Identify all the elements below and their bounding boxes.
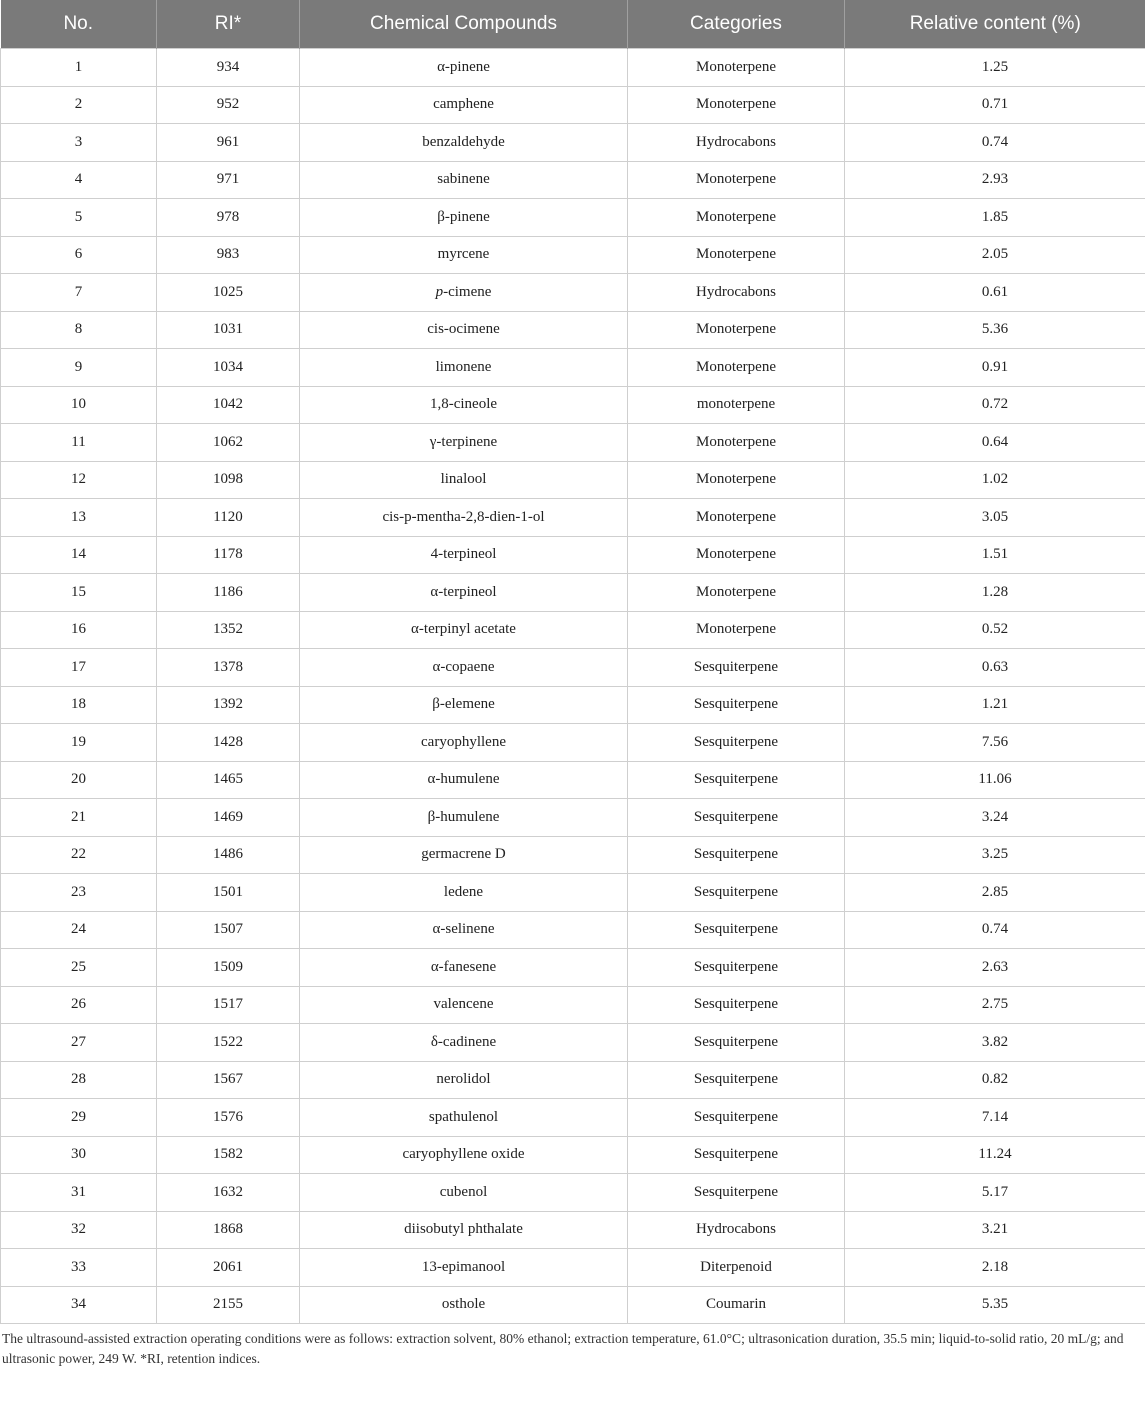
table-row: [1, 1061, 1145, 1099]
cell-category: Monoterpene: [628, 349, 845, 387]
cell-ri: 1501: [157, 874, 300, 912]
cell-no: 15: [1, 574, 157, 612]
cell-compound: linalool: [300, 461, 628, 499]
cell-category: Monoterpene: [628, 461, 845, 499]
cell-no: 1: [1, 49, 157, 87]
table-row: [1, 124, 1145, 162]
table-row: [1, 949, 1145, 987]
cell-no: 33: [1, 1249, 157, 1287]
cell-no: 26: [1, 986, 157, 1024]
cell-category: Monoterpene: [628, 611, 845, 649]
cell-compound: α-terpineol: [300, 574, 628, 612]
cell-content: 2.05: [845, 236, 1145, 274]
table-row: [1, 649, 1145, 687]
cell-ri: 971: [157, 161, 300, 199]
cell-compound: myrcene: [300, 236, 628, 274]
cell-no: 28: [1, 1061, 157, 1099]
cell-compound: 13-epimanool: [300, 1249, 628, 1287]
cell-content: 1.25: [845, 49, 1145, 87]
table-row: [1, 236, 1145, 274]
cell-category: Hydrocabons: [628, 274, 845, 312]
cell-ri: 1868: [157, 1211, 300, 1249]
cell-category: Sesquiterpene: [628, 1024, 845, 1062]
table-row: [1, 574, 1145, 612]
header-ri: RI*: [157, 0, 300, 49]
table-row: [1, 536, 1145, 574]
cell-content: 1.28: [845, 574, 1145, 612]
cell-content: 0.72: [845, 386, 1145, 424]
cell-compound: γ-terpinene: [300, 424, 628, 462]
cell-content: 0.91: [845, 349, 1145, 387]
cell-content: 7.56: [845, 724, 1145, 762]
cell-category: Monoterpene: [628, 49, 845, 87]
cell-category: Monoterpene: [628, 86, 845, 124]
table-row: [1, 911, 1145, 949]
cell-compound: valencene: [300, 986, 628, 1024]
cell-no: 5: [1, 199, 157, 237]
cell-category: Hydrocabons: [628, 124, 845, 162]
cell-no: 12: [1, 461, 157, 499]
cell-content: 3.21: [845, 1211, 1145, 1249]
cell-no: 29: [1, 1099, 157, 1137]
cell-content: 11.24: [845, 1136, 1145, 1174]
table-row: [1, 311, 1145, 349]
cell-content: 5.35: [845, 1286, 1145, 1324]
cell-ri: 983: [157, 236, 300, 274]
cell-content: 3.25: [845, 836, 1145, 874]
cell-category: Monoterpene: [628, 236, 845, 274]
table-row: [1, 161, 1145, 199]
cell-category: Monoterpene: [628, 424, 845, 462]
cell-category: Monoterpene: [628, 311, 845, 349]
cell-category: Sesquiterpene: [628, 874, 845, 912]
cell-no: 23: [1, 874, 157, 912]
cell-content: 2.85: [845, 874, 1145, 912]
cell-category: Monoterpene: [628, 536, 845, 574]
table-row: [1, 86, 1145, 124]
cell-compound: diisobutyl phthalate: [300, 1211, 628, 1249]
cell-content: 2.93: [845, 161, 1145, 199]
header-no: No.: [1, 0, 157, 49]
cell-content: 2.18: [845, 1249, 1145, 1287]
cell-ri: 1378: [157, 649, 300, 687]
table-row: [1, 1024, 1145, 1062]
cell-content: 1.51: [845, 536, 1145, 574]
cell-content: 0.61: [845, 274, 1145, 312]
cell-no: 4: [1, 161, 157, 199]
cell-ri: 1469: [157, 799, 300, 837]
table-row: [1, 199, 1145, 237]
cell-ri: 1186: [157, 574, 300, 612]
table-row: [1, 349, 1145, 387]
cell-category: Sesquiterpene: [628, 686, 845, 724]
cell-compound: camphene: [300, 86, 628, 124]
header-row: [1, 0, 1145, 49]
cell-category: Sesquiterpene: [628, 761, 845, 799]
cell-content: 1.02: [845, 461, 1145, 499]
cell-category: Sesquiterpene: [628, 911, 845, 949]
cell-category: Sesquiterpene: [628, 836, 845, 874]
cell-category: Sesquiterpene: [628, 799, 845, 837]
cell-ri: 1428: [157, 724, 300, 762]
cell-compound: cis-ocimene: [300, 311, 628, 349]
cell-ri: 1062: [157, 424, 300, 462]
cell-ri: 2061: [157, 1249, 300, 1287]
table-row: [1, 1174, 1145, 1212]
cell-no: 16: [1, 611, 157, 649]
cell-category: Sesquiterpene: [628, 986, 845, 1024]
cell-category: Hydrocabons: [628, 1211, 845, 1249]
cell-ri: 1517: [157, 986, 300, 1024]
cell-category: monoterpene: [628, 386, 845, 424]
table-row: [1, 274, 1145, 312]
table-row: [1, 686, 1145, 724]
cell-no: 18: [1, 686, 157, 724]
cell-ri: 1120: [157, 499, 300, 537]
cell-content: 0.63: [845, 649, 1145, 687]
cell-content: 0.52: [845, 611, 1145, 649]
cell-content: 5.17: [845, 1174, 1145, 1212]
cell-compound: benzaldehyde: [300, 124, 628, 162]
table-row: [1, 499, 1145, 537]
header-content: Relative content (%): [845, 0, 1145, 49]
cell-no: 14: [1, 536, 157, 574]
cell-content: 11.06: [845, 761, 1145, 799]
table-footnote: The ultrasound-assisted extraction operating conditions were as follows: extraction solvent, 80% ethanol; extraction temperature, 61.0°C; ultrasonication duration, 35.5 min; liquid-to-solid ratio, 20 mL/g; and ultrasonic power, 249 W. *RI, retention indices.: [2, 1331, 1124, 1366]
cell-no: 7: [1, 274, 157, 312]
cell-compound: 1,8-cineole: [300, 386, 628, 424]
cell-content: 0.82: [845, 1061, 1145, 1099]
table-row: [1, 986, 1145, 1024]
cell-ri: 934: [157, 49, 300, 87]
cell-category: Sesquiterpene: [628, 724, 845, 762]
cell-ri: 1632: [157, 1174, 300, 1212]
cell-compound: α-copaene: [300, 649, 628, 687]
cell-no: 25: [1, 949, 157, 987]
cell-category: Sesquiterpene: [628, 949, 845, 987]
cell-content: 2.75: [845, 986, 1145, 1024]
cell-ri: 1465: [157, 761, 300, 799]
cell-compound: α-selinene: [300, 911, 628, 949]
table-row: [1, 1099, 1145, 1137]
cell-compound: β-elemene: [300, 686, 628, 724]
table-row: [1, 386, 1145, 424]
cell-content: 7.14: [845, 1099, 1145, 1137]
cell-category: Sesquiterpene: [628, 1136, 845, 1174]
cell-compound: limonene: [300, 349, 628, 387]
table-row: [1, 461, 1145, 499]
cell-category: Coumarin: [628, 1286, 845, 1324]
cell-no: 3: [1, 124, 157, 162]
cell-ri: 1042: [157, 386, 300, 424]
cell-no: 9: [1, 349, 157, 387]
cell-compound: spathulenol: [300, 1099, 628, 1137]
cell-compound: ledene: [300, 874, 628, 912]
cell-compound: osthole: [300, 1286, 628, 1324]
cell-no: 31: [1, 1174, 157, 1212]
cell-no: 6: [1, 236, 157, 274]
cell-category: Monoterpene: [628, 574, 845, 612]
cell-compound: cis-p-mentha-2,8-dien-1-ol: [300, 499, 628, 537]
cell-ri: 961: [157, 124, 300, 162]
cell-no: 17: [1, 649, 157, 687]
cell-content: 3.05: [845, 499, 1145, 537]
cell-no: 24: [1, 911, 157, 949]
cell-compound: germacrene D: [300, 836, 628, 874]
cell-compound: cubenol: [300, 1174, 628, 1212]
cell-ri: 1582: [157, 1136, 300, 1174]
cell-compound: caryophyllene oxide: [300, 1136, 628, 1174]
cell-no: 20: [1, 761, 157, 799]
cell-compound: β-humulene: [300, 799, 628, 837]
compound-name: -cimene: [443, 283, 492, 300]
cell-content: 3.82: [845, 1024, 1145, 1062]
cell-category: Monoterpene: [628, 161, 845, 199]
cell-content: 1.21: [845, 686, 1145, 724]
cell-content: 1.85: [845, 199, 1145, 237]
cell-ri: 1507: [157, 911, 300, 949]
cell-no: 19: [1, 724, 157, 762]
cell-ri: 1352: [157, 611, 300, 649]
header-compound: Chemical Compounds: [300, 0, 628, 49]
table-row: [1, 611, 1145, 649]
cell-compound: nerolidol: [300, 1061, 628, 1099]
cell-category: Sesquiterpene: [628, 1099, 845, 1137]
cell-no: 34: [1, 1286, 157, 1324]
cell-content: 0.74: [845, 124, 1145, 162]
cell-ri: 978: [157, 199, 300, 237]
cell-category: Sesquiterpene: [628, 1061, 845, 1099]
header-category: Categories: [628, 0, 845, 49]
cell-ri: 1031: [157, 311, 300, 349]
cell-compound: α-fanesene: [300, 949, 628, 987]
cell-ri: 1567: [157, 1061, 300, 1099]
cell-category: Monoterpene: [628, 499, 845, 537]
cell-content: 2.63: [845, 949, 1145, 987]
cell-no: 22: [1, 836, 157, 874]
cell-no: 27: [1, 1024, 157, 1062]
cell-ri: 1576: [157, 1099, 300, 1137]
cell-ri: 1034: [157, 349, 300, 387]
cell-ri: 1392: [157, 686, 300, 724]
cell-compound: α-pinene: [300, 49, 628, 87]
cell-no: 2: [1, 86, 157, 124]
cell-category: Diterpenoid: [628, 1249, 845, 1287]
cell-compound: β-pinene: [300, 199, 628, 237]
table-row: [1, 424, 1145, 462]
cell-compound: α-humulene: [300, 761, 628, 799]
cell-no: 8: [1, 311, 157, 349]
cell-ri: 1486: [157, 836, 300, 874]
cell-ri: 1522: [157, 1024, 300, 1062]
table-row: [1, 761, 1145, 799]
cell-ri: 1025: [157, 274, 300, 312]
cell-content: 3.24: [845, 799, 1145, 837]
cell-no: 32: [1, 1211, 157, 1249]
cell-no: 10: [1, 386, 157, 424]
cell-ri: 2155: [157, 1286, 300, 1324]
table-body: [1, 49, 1145, 1324]
cell-ri: 1178: [157, 536, 300, 574]
cell-no: 13: [1, 499, 157, 537]
cell-compound: α-terpinyl acetate: [300, 611, 628, 649]
cell-ri: 952: [157, 86, 300, 124]
table-row: [1, 799, 1145, 837]
cell-no: 11: [1, 424, 157, 462]
table-row: [1, 724, 1145, 762]
cell-content: 5.36: [845, 311, 1145, 349]
table-row: [1, 1286, 1145, 1324]
cell-content: 0.64: [845, 424, 1145, 462]
cell-category: Sesquiterpene: [628, 1174, 845, 1212]
cell-compound: δ-cadinene: [300, 1024, 628, 1062]
table-row: [1, 1136, 1145, 1174]
table-row: [1, 1211, 1145, 1249]
cell-ri: 1098: [157, 461, 300, 499]
cell-compound: [300, 274, 628, 312]
table-row: [1, 874, 1145, 912]
table-row: [1, 49, 1145, 87]
table-row: [1, 836, 1145, 874]
cell-compound: 4-terpineol: [300, 536, 628, 574]
cell-content: 0.74: [845, 911, 1145, 949]
cell-ri: 1509: [157, 949, 300, 987]
table-row: [1, 1249, 1145, 1287]
cell-no: 21: [1, 799, 157, 837]
compound-prefix: p: [435, 283, 444, 300]
cell-category: Monoterpene: [628, 199, 845, 237]
cell-no: 30: [1, 1136, 157, 1174]
cell-category: Sesquiterpene: [628, 649, 845, 687]
cell-compound: caryophyllene: [300, 724, 628, 762]
cell-content: 0.71: [845, 86, 1145, 124]
cell-compound: sabinene: [300, 161, 628, 199]
